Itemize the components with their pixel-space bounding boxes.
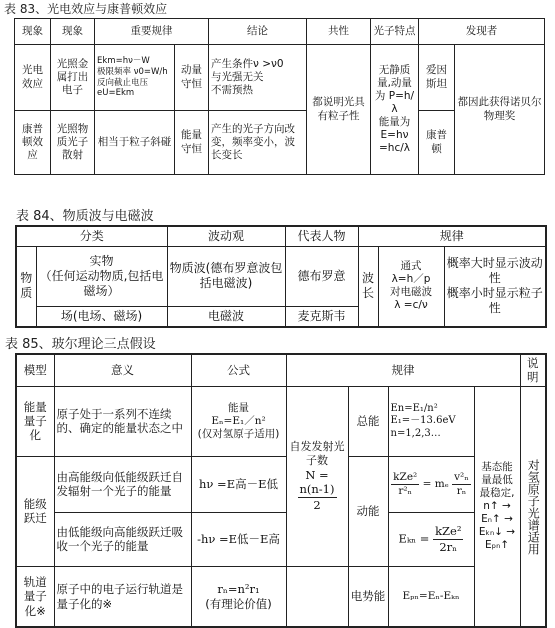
t83-photoelectric-phen: 光照金属打出电子	[51, 45, 95, 111]
t84-r1-view: 物质波(德布罗意波包括电磁波)	[167, 246, 285, 306]
t85-kinetic-f2	[388, 512, 474, 566]
t84-probability: 概率大时显示波动性 概率小时显示粒子性	[444, 246, 546, 327]
t85-kin1-vnum: v²ₙ	[452, 471, 471, 485]
t85-kin1-den: r²ₙ	[398, 484, 413, 497]
t85-transition-m1: 由高能级向低能级跃迁自发辐射一个光子的能量	[54, 456, 191, 512]
t85-total-energy: En=E₁/n² E₁=－13.6eV n=1,2,3…	[388, 386, 474, 456]
t84-header-view: 波动观	[167, 226, 285, 246]
table85-caption: 表 85、玻尔理论三点假设	[5, 337, 156, 352]
t85-energy-formula	[191, 386, 286, 456]
t85-total-label: 总能	[348, 386, 388, 456]
t85-transition-f1: hν =E高－E低	[191, 456, 286, 512]
t85-N-num: n(n-1)	[299, 482, 335, 497]
t84-r2-class: 场(电场、磁场)	[36, 306, 167, 327]
t83-header-phenomenon: 现象	[15, 19, 51, 45]
t85-header-model: 模型	[16, 354, 54, 386]
t85-energy-f2: Eₙ=E₁／n²	[211, 414, 266, 427]
t85-kin1-eq: = mₑ	[422, 477, 449, 490]
t83-compton-conclusion: 产生的光子方向改变，频率变小，波长变长	[209, 111, 307, 175]
t85-ground-state: 基态能量最低最稳定, n↑ → Eₙ↑ → Eₖₙ↓ → Eₚₙ↑	[474, 386, 520, 627]
table84-caption: 表 84、物质波与电磁波	[16, 209, 154, 224]
t85-transition-m2: 由低能级向高能级跃迁吸收一个光子的能量	[54, 512, 191, 566]
t84-header-person: 代表人物	[285, 226, 358, 246]
t83-einstein: 爱因斯坦	[419, 45, 455, 111]
t83-compton-law: 相当于粒子斜碰	[95, 111, 175, 175]
t83-header-common: 共性	[307, 19, 371, 45]
t85-ekn-num: kZe²	[435, 524, 462, 539]
t85-note: 对氢原子光谱适用	[520, 386, 546, 627]
t85-energy-f3: (仅对氢原子适用)	[197, 427, 280, 440]
t85-ekn-label: Eₖₙ =	[398, 532, 430, 547]
t83-photoelectric-name: 光电效应	[15, 45, 51, 111]
t85-N-den: 2	[313, 497, 321, 512]
t85-header-law: 规律	[286, 354, 520, 386]
t85-energy-quant: 能量量子化	[16, 386, 54, 456]
table83-caption: 表 83、光电效应与康普顿效应	[4, 2, 168, 16]
t83-photoelectric-law: Ekm=hν－W 极限频率 ν0=W/h 反向截止电压 eU=Ekm	[95, 45, 175, 111]
t83-nobel: 都因此获得诺贝尔物理奖	[455, 45, 545, 175]
t85-spontaneous	[286, 386, 348, 566]
table83	[14, 18, 545, 175]
t84-r2-view: 电磁波	[167, 306, 285, 327]
t85-transition-f2: -hν =E低－E高	[191, 512, 286, 566]
t85-header-note: 说明	[520, 354, 546, 386]
t83-header-phenomenon-2: 现象	[51, 19, 95, 45]
t85-spont-label: 自发发射光子数	[289, 440, 345, 468]
t83-header-law: 重要规律	[95, 19, 209, 45]
t84-header-law: 规律	[358, 226, 546, 246]
t84-header-class: 分类	[16, 226, 167, 246]
t83-photon-traits: 无静质量,动量为 P=h/λ 能量为 E=hν =hc/λ	[371, 45, 419, 175]
t85-transition: 能级跃迁	[16, 456, 54, 566]
t85-N-label: N =	[305, 468, 329, 483]
t85-energy-quant-meaning: 原子处于一系列不连续的、确定的能量状态之中	[54, 386, 191, 456]
t83-common: 都说明光具有粒子性	[307, 45, 371, 175]
t85-kin1-num: kZe²	[391, 471, 419, 485]
t83-header-photon: 光子特点	[371, 19, 419, 45]
t85-orbit-f2: (有理论价值)	[205, 596, 272, 611]
t85-empty-cell	[286, 566, 348, 627]
t83-photoelectric-conclusion: 产生条件ν >ν0 与光强无关 不需预热	[209, 45, 307, 111]
t83-energy-conserve: 能量守恒	[175, 111, 209, 175]
t84-matter: 物质	[16, 246, 36, 327]
t85-kinetic-label: 动能	[348, 456, 388, 566]
t84-r1-person: 德布罗意	[285, 246, 358, 306]
t85-kinetic-f1	[388, 456, 474, 512]
table85	[15, 353, 547, 628]
t84-r1-class: 实物 （任何运动物质,包括电磁场）	[36, 246, 167, 306]
t84-r2-person: 麦克斯韦	[285, 306, 358, 327]
t85-orbit-formula	[191, 566, 286, 627]
t84-formula: 通式 λ=h／p 对电磁波 λ =c/ν	[378, 246, 444, 327]
t85-potential: Eₚₙ=Eₙ-Eₖₙ	[388, 566, 474, 627]
t83-compton-phen: 光照物质光子散射	[51, 111, 95, 175]
t83-compton-name: 康普顿效应	[15, 111, 51, 175]
t85-header-formula: 公式	[191, 354, 286, 386]
t85-energy-f1: 能量	[228, 401, 249, 414]
t83-header-discoverer: 发现者	[419, 19, 545, 45]
t83-compton-person: 康普顿	[419, 111, 455, 175]
t84-wavelength: 波长	[358, 246, 378, 327]
t83-header-conclusion: 结论	[209, 19, 307, 45]
t85-orbit: 轨道量子化※	[16, 566, 54, 627]
t85-header-meaning: 意义	[54, 354, 191, 386]
t85-orbit-f1: rₙ=n²r₁	[217, 582, 260, 597]
t85-potential-label: 电势能	[348, 566, 388, 627]
t85-orbit-meaning: 原子中的电子运行轨道是量子化的※	[54, 566, 191, 627]
t85-ekn-den: 2rₙ	[439, 539, 458, 554]
t85-kin1-vfrac	[452, 471, 471, 498]
table84	[15, 225, 547, 328]
t85-ekn-frac	[433, 524, 463, 554]
t85-kin1-vden: rₙ	[456, 484, 467, 497]
t85-N-fraction	[298, 482, 337, 512]
t83-momentum-conserve: 动量守恒	[175, 45, 209, 111]
t85-kin1-frac	[391, 471, 419, 498]
